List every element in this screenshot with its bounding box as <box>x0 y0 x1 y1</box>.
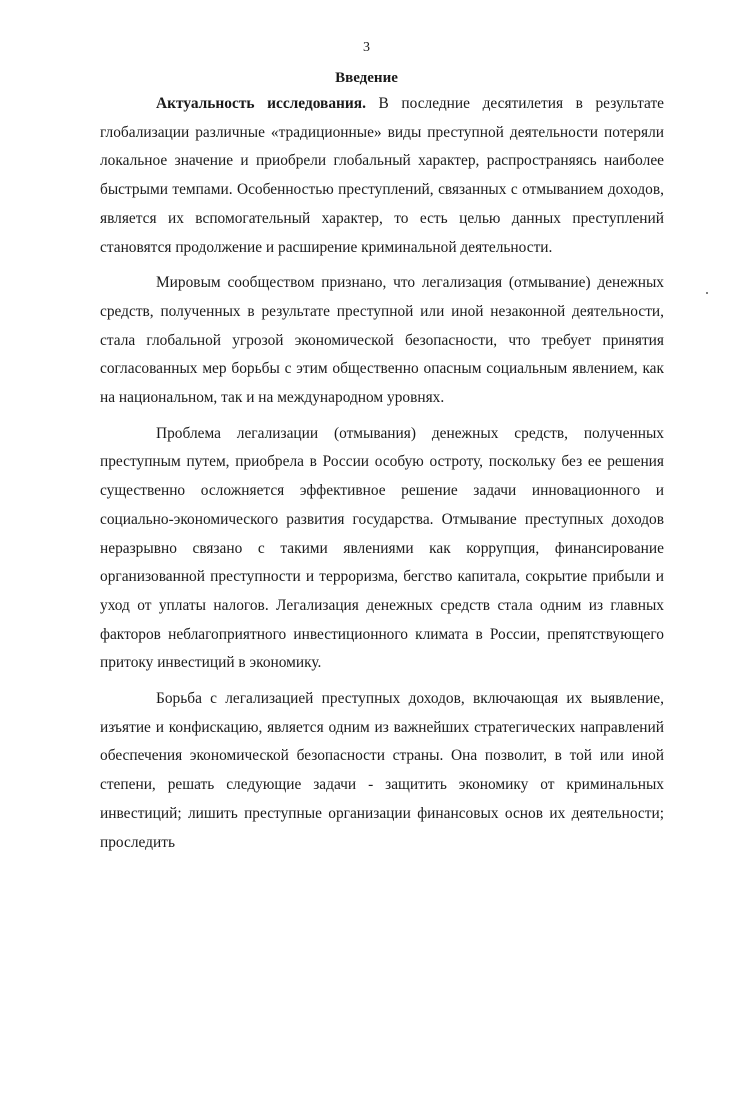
page-number: 3 <box>363 40 370 55</box>
scan-speck <box>706 292 708 294</box>
paragraph-relevance <box>100 90 664 262</box>
paragraph-text: В последние десятилетия в результате глобализации различные «традиционные» виды преступной деятельности потеряли локальное значение и приобрели глобальный характер, распространяясь наиболее быстрыми темпами. Особенностью преступлений, связанных с отмыванием доходов, является их вспомогательный характер, то есть целью данных преступлений становятся продолжение и расширение криминальной деятельности. <box>100 95 664 256</box>
paragraph-lead: Актуальность исследования. <box>156 95 366 112</box>
body-text <box>100 90 664 857</box>
paragraph-global-threat: Мировым сообществом признано, что легализация (отмывание) денежных средств, полученных в результате преступной или иной незаконной деятельности, стала глобальной угрозой экономической безопасности, что требует принятия согласованных мер борьбы с этим общественно опасным социальным явлением, как на национальном, так и на международном уровнях. <box>100 274 664 407</box>
paragraph-russia-problem: Проблема легализации (отмывания) денежных средств, полученных преступным путем, приобрела в России особую остроту, поскольку без ее решения существенно осложняется эффективное решение задачи инновационного и социально-экономического развития государства. Отмывание преступных доходов неразрывно связано с такими явлениями как коррупция, финансирование организованной преступности и терроризма, бегство капитала, сокрытие прибыли и уход от уплаты налогов. Легализация денежных средств стала одним из главных факторов неблагоприятного инвестиционного климата в России, препятствующего притоку инвестиций в экономику. <box>100 424 664 672</box>
section-heading: Введение <box>335 70 398 86</box>
paragraph-fight: Борьба с легализацией преступных доходов, включающая их выявление, изъятие и конфискацию, является одним из важнейших стратегических направлений обеспечения экономической безопасности страны. Она позволит, в той или иной степени, решать следующие задачи - защитить экономику от криминальных инвестиций; лишить преступные организации финансовых основ их деятельности; проследить <box>100 690 664 851</box>
